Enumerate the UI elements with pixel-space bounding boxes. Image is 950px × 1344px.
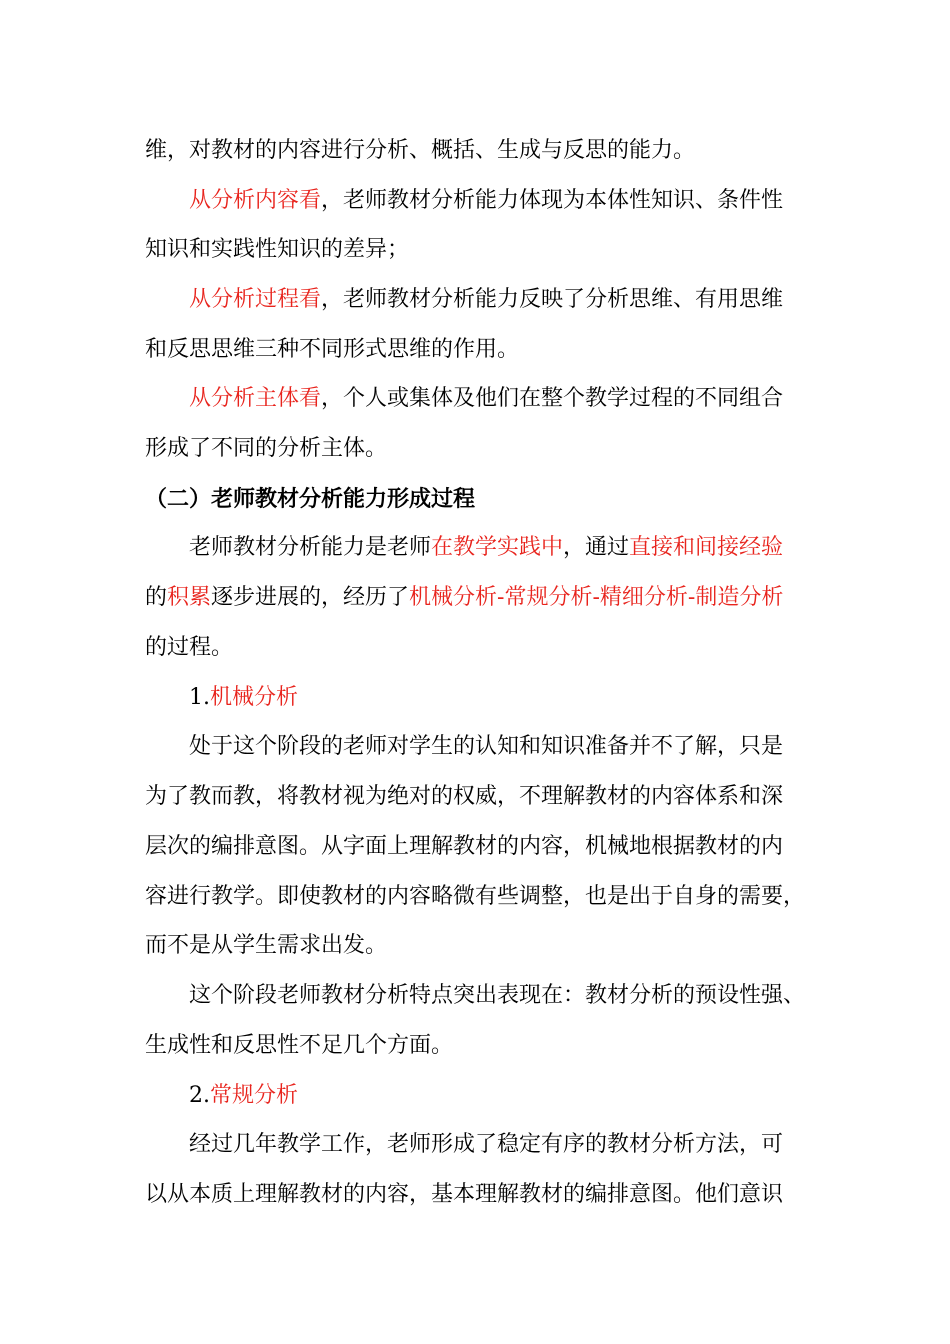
paragraph-4-line-1: [189, 384, 859, 414]
text-run: 的过程。: [145, 635, 234, 660]
paragraph-5-line-2: [145, 583, 815, 613]
text-run: ，老师教材分析能力反映了分析思维、有用思维: [321, 287, 784, 312]
highlight-text: 机械分析-常规分析-精细分析-制造分析: [409, 585, 784, 610]
highlight-lead: 从分析内容看: [189, 188, 322, 213]
highlight-text: 直接和间接经验: [629, 535, 784, 560]
paragraph-8-line-1: [189, 1130, 859, 1160]
text-run: 逐步进展的，经历了: [211, 585, 410, 610]
section-heading-text: （二）老师教材分析能力形成过程: [145, 486, 476, 512]
subheading-number: 1.: [189, 685, 210, 710]
paragraph-6-line-2: [145, 782, 815, 812]
text-run: 处于这个阶段的老师对学生的认知和知识准备并不了解，只是: [189, 734, 784, 759]
text-run: 生成性和反思性不足几个方面。: [145, 1033, 454, 1058]
highlight-lead: 从分析过程看: [189, 287, 322, 312]
subheading-2: [189, 1081, 859, 1111]
paragraph-3-line-1: [189, 285, 859, 315]
text-run: 知识和实践性知识的差异；: [145, 237, 410, 262]
text-run: 维，对教材的内容进行分析、概括、生成与反思的能力。: [145, 138, 696, 163]
paragraph-6-line-3: [145, 832, 815, 862]
paragraph-3-line-2: [145, 335, 815, 365]
text-run: 老师教材分析能力是老师: [189, 535, 432, 560]
highlight-text: 积累: [167, 585, 212, 610]
highlight-lead: 从分析主体看: [189, 386, 322, 411]
text-run: 经过几年教学工作，老师形成了稳定有序的教材分析方法，可: [189, 1132, 784, 1157]
text-run: 容进行教学。即使教材的内容略微有些调整，也是出于自身的需要，: [145, 884, 806, 909]
section-heading: [145, 484, 815, 514]
text-run: ，通过: [563, 535, 630, 560]
subheading-1: [189, 683, 859, 713]
paragraph-4-line-2: [145, 434, 815, 464]
paragraph-7-line-1: [189, 981, 859, 1011]
paragraph-2-line-1: [189, 186, 859, 216]
paragraph-6-line-4: [145, 882, 815, 912]
text-run: 的: [145, 585, 168, 610]
text-run: 而不是从学生需求出发。: [145, 933, 388, 958]
text-run: 以从本质上理解教材的内容，基本理解教材的编排意图。他们意识: [145, 1182, 784, 1207]
text-run: 和反思思维三种不同形式思维的作用。: [145, 337, 520, 362]
paragraph-2-line-2: [145, 235, 815, 265]
text-run: 为了教而教，将教材视为绝对的权威，不理解教材的内容体系和深: [145, 784, 784, 809]
paragraph-7-line-2: [145, 1031, 815, 1061]
subheading-title: 机械分析: [210, 685, 299, 710]
paragraph-8-line-2: [145, 1180, 815, 1210]
paragraph-1-line-1: [145, 136, 815, 166]
subheading-title: 常规分析: [210, 1083, 299, 1108]
paragraph-5-line-3: [145, 633, 815, 663]
paragraph-5-line-1: [189, 533, 859, 563]
text-run: ，老师教材分析能力体现为本体性知识、条件性: [321, 188, 784, 213]
text-run: 这个阶段老师教材分析特点突出表现在：教材分析的预设性强、: [189, 983, 806, 1008]
text-run: ，个人或集体及他们在整个教学过程的不同组合: [321, 386, 784, 411]
text-run: 形成了不同的分析主体。: [145, 436, 388, 461]
subheading-number: 2.: [189, 1083, 210, 1108]
paragraph-6-line-1: [189, 732, 859, 762]
paragraph-6-line-5: [145, 931, 815, 961]
highlight-text: 在教学实践中: [431, 535, 564, 560]
text-run: 层次的编排意图。从字面上理解教材的内容，机械地根据教材的内: [145, 834, 784, 859]
